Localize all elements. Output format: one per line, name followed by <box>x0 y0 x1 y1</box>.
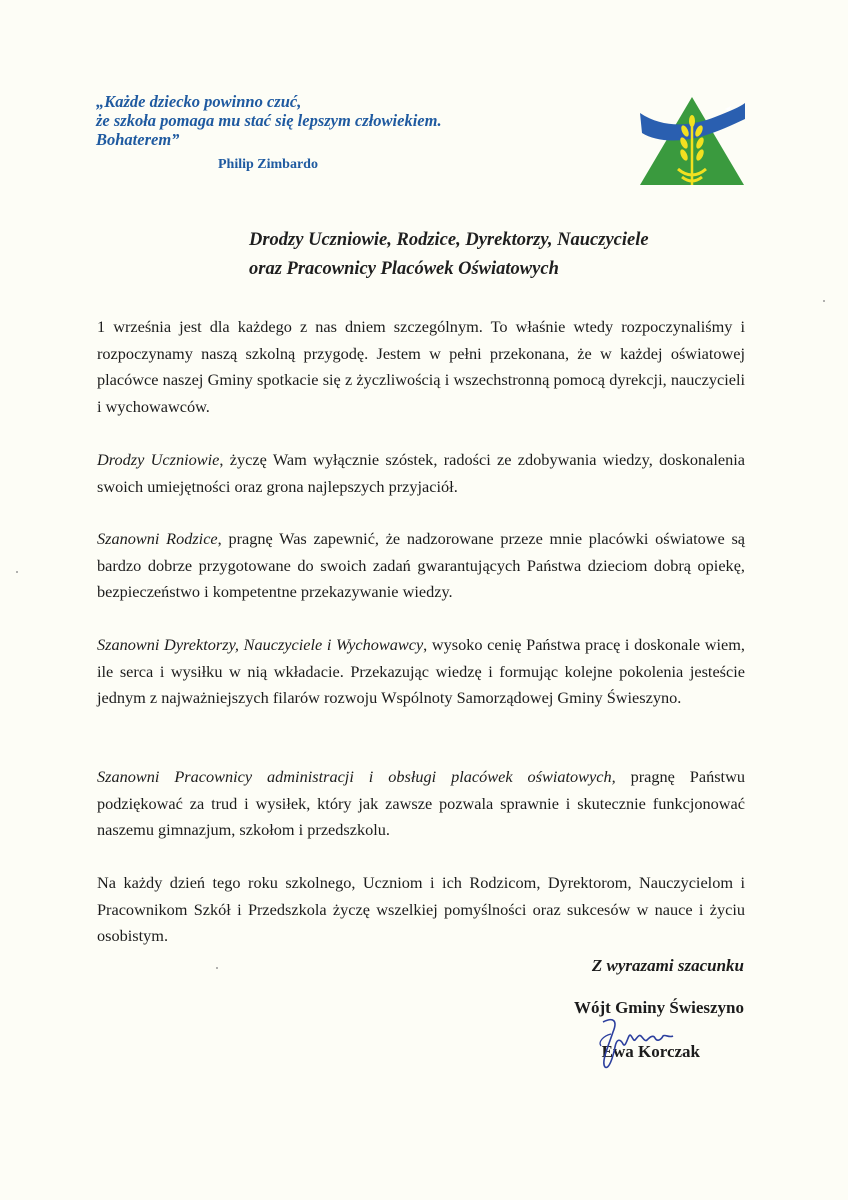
paragraph-students <box>97 447 745 500</box>
paragraph-lead: Drodzy Uczniowie <box>97 450 220 469</box>
paragraph-lead: Szanowni Pracownicy administracji i obsługi placówek oświatowych, <box>97 767 616 786</box>
handwritten-signature <box>583 1012 693 1072</box>
quote-line-2: że szkoła pomaga mu stać się lepszym człowiekiem. <box>96 111 442 130</box>
heading-line-2: oraz Pracownicy Placówek Oświatowych <box>249 259 559 279</box>
signatory-name: Ewa Korczak <box>601 1042 700 1061</box>
paragraph-body: pragnę Państwu podziękować za trud i wysiłek, który jak zawsze pozwala sprawnie i skutecznie funkcjonować naszemu gimnazjum, szkołom i przedszkolu. <box>97 767 745 840</box>
gmina-crest-icon <box>640 95 745 195</box>
scan-speck <box>16 571 18 573</box>
paragraph-intro: 1 września jest dla każdego z nas dniem szczególnym. To właśnie wtedy rozpoczynaliśmy i rozpoczynamy naszą szkolną przygodę. Jestem w pełni przekonana, że w każdej oświatowej placówce naszej Gminy spotkacie się z życzliwością i wszechstronną pomocą dyrekcji, nauczycieli i wychowawców. <box>97 317 745 416</box>
paragraph-body: , wysoko cenię Państwa pracę i doskonale wiem, ile serca i wysiłku w nią wkładacie. Przekazując wiedzę i formując kolejne pokolenia jesteście jednym z najważniejszych filarów rozwoju Wspólnoty Samorządowej Gminy Świeszyno. <box>97 635 745 708</box>
epigraph-quote <box>96 92 442 172</box>
paragraph-teachers <box>97 632 745 712</box>
scan-speck <box>823 300 825 302</box>
quote-line-1: „Każde dziecko powinno czuć, <box>96 92 302 111</box>
paragraph-body: , życzę Wam wyłącznie szóstek, radości ze zdobywania wiedzy, doskonalenia swoich umiejętności oraz grona najlepszych przyjaciół. <box>97 450 746 496</box>
heading-line-1: Drodzy Uczniowie, Rodzice, Dyrektorzy, Nauczyciele <box>249 230 649 250</box>
scan-speck <box>216 967 218 969</box>
quote-author: Philip Zimbardo <box>218 157 318 172</box>
salutation-heading <box>249 226 649 284</box>
paragraph-body: , pragnę Was zapewnić, że nadzorowane przeze mnie placówki oświatowe są bardzo dobrze przygotowane do swoich zadań gwarantujących Państwa dzieciom dobrą opiekę, bezpieczeństwo i kompetentne przekazywanie wiedzy. <box>97 529 746 602</box>
paragraph-wishes: Na każdy dzień tego roku szkolnego, Uczniom i ich Rodzicom, Dyrektorom, Nauczycielom i Pracownikom Szkół i Przedszkola życzę wszelkiej pomyślności oraz sukcesów w nauce i życiu osobistym. <box>97 873 745 946</box>
closing-regards: Z wyrazami szacunku <box>591 956 744 975</box>
quote-line-3: Bohaterem” <box>96 130 180 149</box>
paragraph-lead: Szanowni Rodzice <box>97 529 218 548</box>
paragraph-parents <box>97 526 745 606</box>
paragraph-lead: Szanowni Dyrektorzy, Nauczyciele i Wychowawcy <box>97 635 424 654</box>
signatory-title: Wójt Gminy Świeszyno <box>574 998 744 1017</box>
paragraph-staff <box>97 764 745 844</box>
